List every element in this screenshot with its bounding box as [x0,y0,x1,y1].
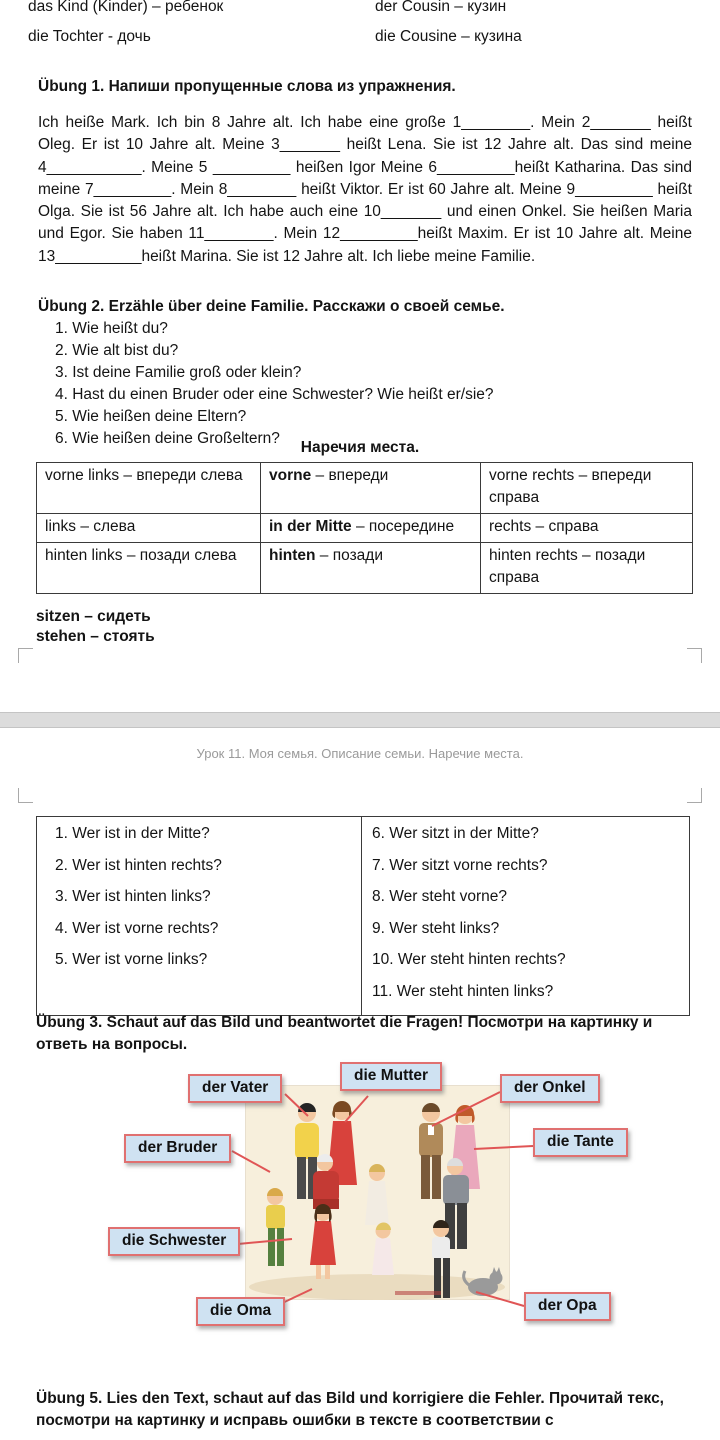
crop-mark [687,788,702,803]
question-item: 11. Wer steht hinten links? [372,982,554,1000]
uebung3-title: Übung 3. Schaut auf das Bild und beantwortet die Fragen! Посмотри на картинку и ответь на вопросы. [36,1014,653,1053]
adverbs-cell: vorne links – впереди слева [37,463,261,514]
crop-mark [687,648,702,663]
adverbs-table-row [37,463,693,514]
uebung1-text: Ich heiße Mark. Ich bin 8 Jahre alt. Ich habe eine große 1________. Mein 2_______ heißt Oleg. Er ist 10 Jahre alt. Meine 3_______ heißt Lena. Sie ist 12 Jahre alt. Das sind meine 4___________. Meine 5 _________ heißen Igor Meine 6_________heißt Katharina. Das sind meine 7_________. Mein 8________ heißt Viktor. Er ist 60 Jahre alt. Meine 9_________ heißt Olga. Sie ist 56 Jahre alt. Ich habe auch eine 10_______ und einen Onkel. Sie heißen Maria und Egor. Sie haben 11________. Mein 12_________heißt Maxim. Er ist 10 Jahre alt. Meine 13__________heißt Marina. Sie ist 12 Jahre alt. Ich liebe meine Familie. [38,114,692,265]
family-illustration [245,1085,510,1300]
label-der-bruder: der Bruder [124,1134,231,1163]
question-item: 2. Wer ist hinten rechts? [55,856,222,874]
questions-left-column [37,817,362,1015]
crop-mark [18,648,33,663]
question-item: 9. Wer steht links? [372,919,500,937]
question-item: 8. Wer steht vorne? [372,888,507,906]
vocab-entry: die Tochter - дочь [28,28,151,45]
adverbs-cell: hinten rechts – позади справа [481,543,693,594]
label-die-oma: die Oma [196,1297,285,1326]
adverbs-table [36,462,693,594]
label-der-opa: der Opa [524,1292,611,1321]
vocab-entry: die Cousine – кузина [375,28,522,45]
adverbs-cell: vorne rechts – впереди справа [481,463,693,514]
uebung2-item: 5. Wie heißen deine Eltern? [55,408,247,425]
adverbs-cell: in der Mitte – посередине [261,514,481,543]
adverbs-cell: hinten links – позади слева [37,543,261,594]
adverbs-table-row [37,514,693,543]
question-item: 5. Wer ist vorne links? [55,951,208,969]
page-header-caption: Урок 11. Моя семья. Описание семьи. Наречие места. [196,746,524,761]
label-die-tante: die Tante [533,1128,628,1157]
uebung5-title: Übung 5. Lies den Text, schaut auf das Bild und korrigiere die Fehler. Прочитай текс, посмотри на картинку и исправь ошибки в тексте в соответствии с [36,1390,664,1429]
adverbs-cell: hinten – позади [261,543,481,594]
question-item: 6. Wer sitzt in der Mitte? [372,825,539,842]
question-item: 4. Wer ist vorne rechts? [55,919,219,937]
uebung2-item: 1. Wie heißt du? [55,320,168,337]
label-die-schwester: die Schwester [108,1227,240,1256]
document-page-2 [0,728,720,1440]
question-item: 3. Wer ist hinten links? [55,888,211,906]
label-die-mutter: die Mutter [340,1062,442,1091]
label-der-vater: der Vater [188,1074,282,1103]
question-item: 10. Wer steht hinten rechts? [372,951,566,969]
crop-mark [18,788,33,803]
adverbs-heading: Наречия места. [300,439,420,456]
uebung1-title: Übung 1. Напиши пропущенные слова из упражнения. [38,78,456,95]
adverbs-table-row [37,543,693,594]
questions-right-column [362,817,689,1015]
label-der-onkel: der Onkel [500,1074,600,1103]
watermark-mark [395,1291,441,1295]
uebung2-title: Übung 2. Erzähle über deine Familie. Расскажи о своей семье. [38,298,505,315]
uebung2-item: 6. Wie heißen deine Großeltern? [55,430,280,447]
page-separator [0,712,720,728]
vocab-sitzen: sitzen – сидеть [36,608,151,625]
adverbs-cell: links – слева [37,514,261,543]
uebung2-list [55,318,675,450]
vocab-entry: der Cousin – кузин [375,0,507,15]
uebung2-item: 4. Hast du einen Bruder oder eine Schwester? Wie heißt er/sie? [55,386,494,403]
vocab-entry: das Kind (Kinder) – ребенок [28,0,224,15]
question-item: 7. Wer sitzt vorne rechts? [372,856,548,874]
family-figure-block [0,1054,720,1374]
document-page-1 [0,0,720,712]
question-item: 1. Wer ist in der Mitte? [55,825,210,842]
questions-table [36,816,690,1016]
uebung2-item: 2. Wie alt bist du? [55,342,179,359]
uebung2-item: 3. Ist deine Familie groß oder klein? [55,364,302,381]
vocab-stehen: stehen – стоять [36,628,155,645]
adverbs-cell: vorne – впереди [261,463,481,514]
family-illustration-svg [245,1085,510,1300]
front-boy-figure [432,1220,450,1298]
adverbs-cell: rechts – справа [481,514,693,543]
